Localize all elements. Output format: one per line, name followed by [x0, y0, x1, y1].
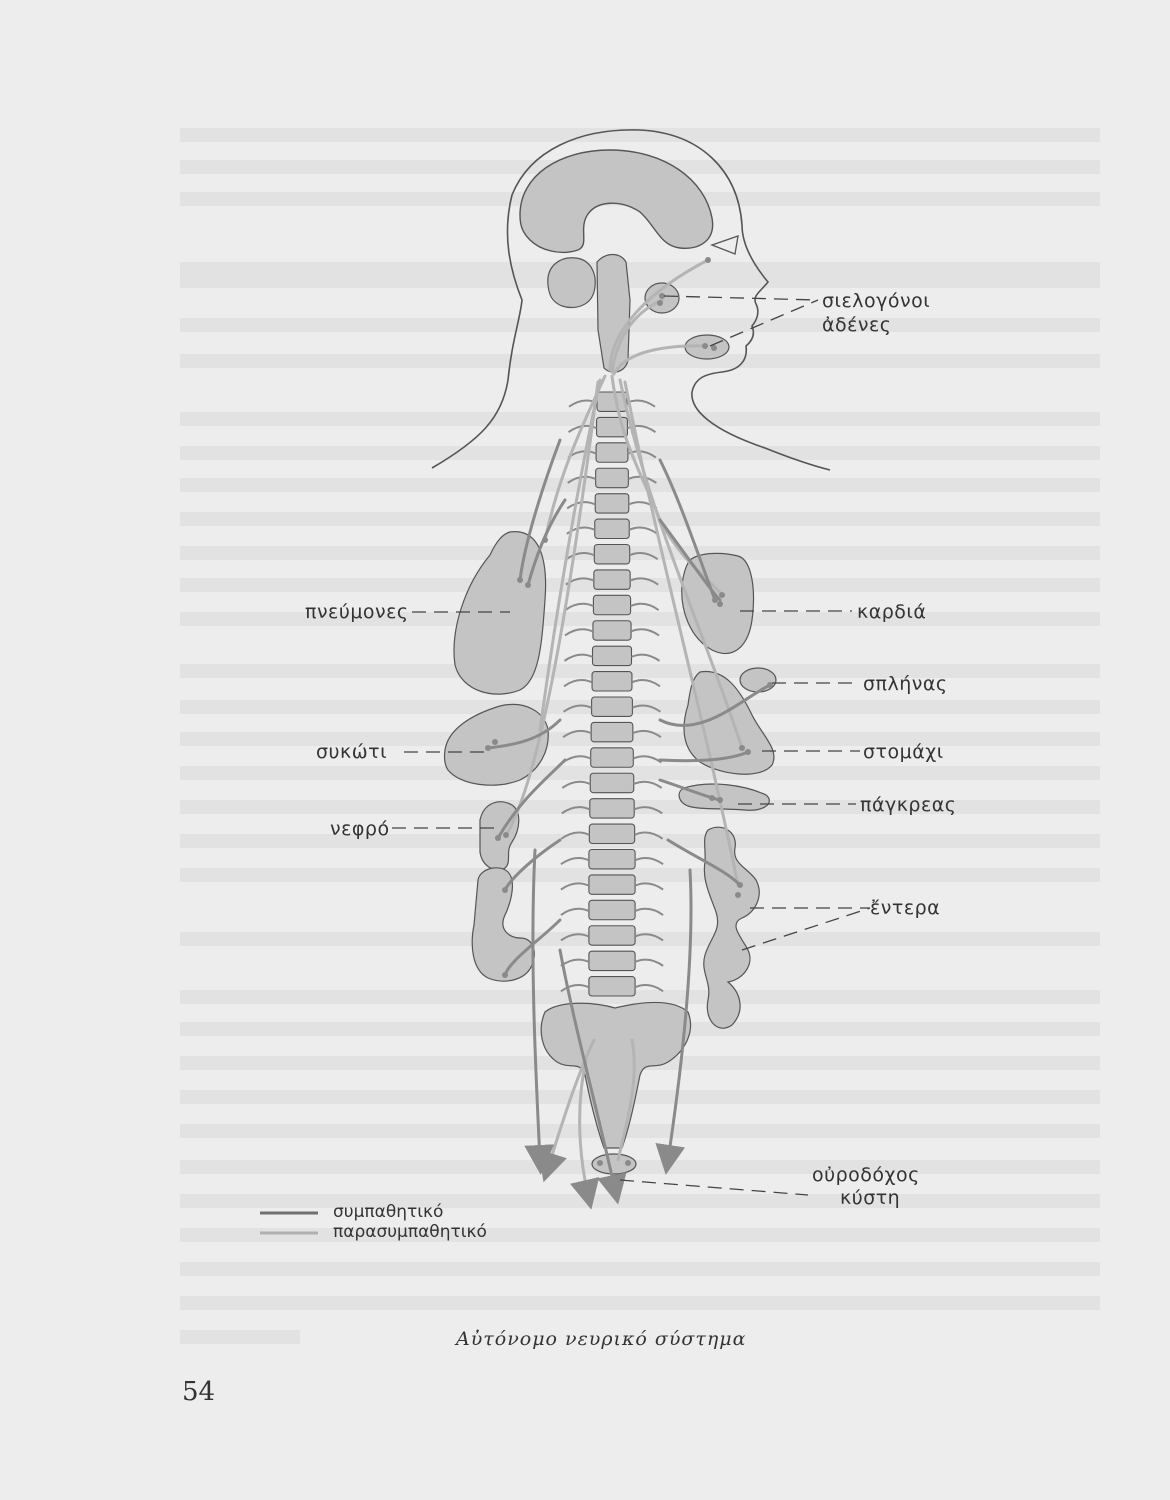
vertebra	[594, 570, 630, 589]
spinal-nerve	[635, 909, 663, 915]
spinal-nerve	[635, 833, 663, 839]
vertebra	[593, 595, 630, 614]
spinal-nerve	[564, 705, 592, 711]
spinal-nerve	[561, 833, 589, 839]
vertebra	[590, 799, 634, 818]
spleen	[740, 668, 776, 692]
label-intestines: ἔντερα	[870, 897, 941, 919]
spinal-nerve	[635, 985, 663, 991]
vertebra	[589, 926, 635, 945]
legend-parasympathetic: παρασυμπαθητικό	[333, 1222, 487, 1242]
colon-left	[472, 868, 534, 981]
spinal-nerve	[632, 705, 660, 711]
spinal-nerve	[635, 934, 663, 940]
vertebra	[592, 672, 632, 691]
vertebra	[594, 545, 629, 564]
spinal-nerve	[565, 604, 593, 610]
label-bladder-line2: κύστη	[840, 1187, 901, 1209]
spinal-nerve	[563, 756, 591, 762]
label-pancreas: πάγκρεας	[860, 794, 957, 816]
vertebra	[589, 824, 634, 843]
vertebra	[590, 773, 634, 792]
vertebra	[589, 951, 635, 970]
vertebra	[589, 900, 635, 919]
vertebra	[595, 494, 629, 513]
vertebra	[589, 850, 635, 869]
spinal-nerve	[565, 629, 593, 635]
label-bladder: οὐροδόχος	[812, 1164, 920, 1186]
spinal-nerve	[634, 807, 662, 813]
spinal-nerve	[635, 858, 663, 864]
spinal-nerve	[566, 553, 594, 559]
eye	[712, 236, 738, 254]
label-salivary-glands-line2: ἀδένες	[822, 314, 892, 336]
spinal-nerve	[561, 883, 589, 889]
spinal-nerve	[565, 655, 593, 661]
label-spleen: σπλήνας	[863, 673, 948, 695]
pancreas	[679, 784, 769, 810]
spinal-nerve	[632, 680, 660, 686]
label-kidney: νεφρό	[330, 818, 390, 840]
spinal-nerve	[633, 756, 661, 762]
vertebra	[589, 977, 635, 996]
spinal-nerve	[564, 680, 592, 686]
spinal-nerve	[561, 909, 589, 915]
spinal-nerve	[631, 629, 659, 635]
figure-caption: Αὐτόνομο νευρικό σύστημα	[456, 1328, 747, 1350]
spinal-nerve	[635, 883, 663, 889]
spinal-nerve	[632, 655, 660, 661]
label-stomach: στομάχι	[863, 741, 944, 763]
pelvis	[541, 1003, 690, 1149]
spinal-nerve	[633, 731, 661, 737]
spinal-nerve	[630, 578, 658, 584]
label-lungs: πνεύμονες	[305, 601, 409, 623]
vertebra	[591, 748, 634, 767]
spinal-nerve	[563, 731, 591, 737]
vertebra	[593, 621, 631, 640]
cerebellum	[548, 258, 595, 308]
spinal-nerve	[561, 960, 589, 966]
spinal-nerve	[630, 553, 658, 559]
spinal-nerve	[561, 985, 589, 991]
spinal-nerve	[629, 528, 657, 534]
vertebra	[593, 646, 632, 665]
brainstem	[597, 255, 630, 373]
spinal-nerve	[562, 782, 590, 788]
vertebra	[595, 519, 630, 538]
spinal-nerve	[562, 807, 590, 813]
legend-sympathetic: συμπαθητικό	[333, 1202, 444, 1222]
vertebra	[596, 468, 629, 487]
vertebra	[589, 875, 635, 894]
label-salivary-glands: σιελογόνοι	[822, 290, 931, 312]
left-lung	[454, 532, 546, 694]
spinal-nerve	[561, 934, 589, 940]
spinal-nerve	[561, 858, 589, 864]
spinal-nerve	[631, 604, 659, 610]
vertebra	[596, 443, 628, 462]
vertebra	[591, 722, 633, 741]
liver	[444, 704, 548, 785]
page-number: 54	[182, 1377, 216, 1407]
spinal-nerve	[634, 782, 662, 788]
label-liver: συκώτι	[316, 741, 388, 763]
vertebra	[592, 697, 633, 716]
spinal-nerve	[635, 960, 663, 966]
label-heart: καρδιά	[857, 601, 927, 623]
brain	[520, 150, 713, 252]
